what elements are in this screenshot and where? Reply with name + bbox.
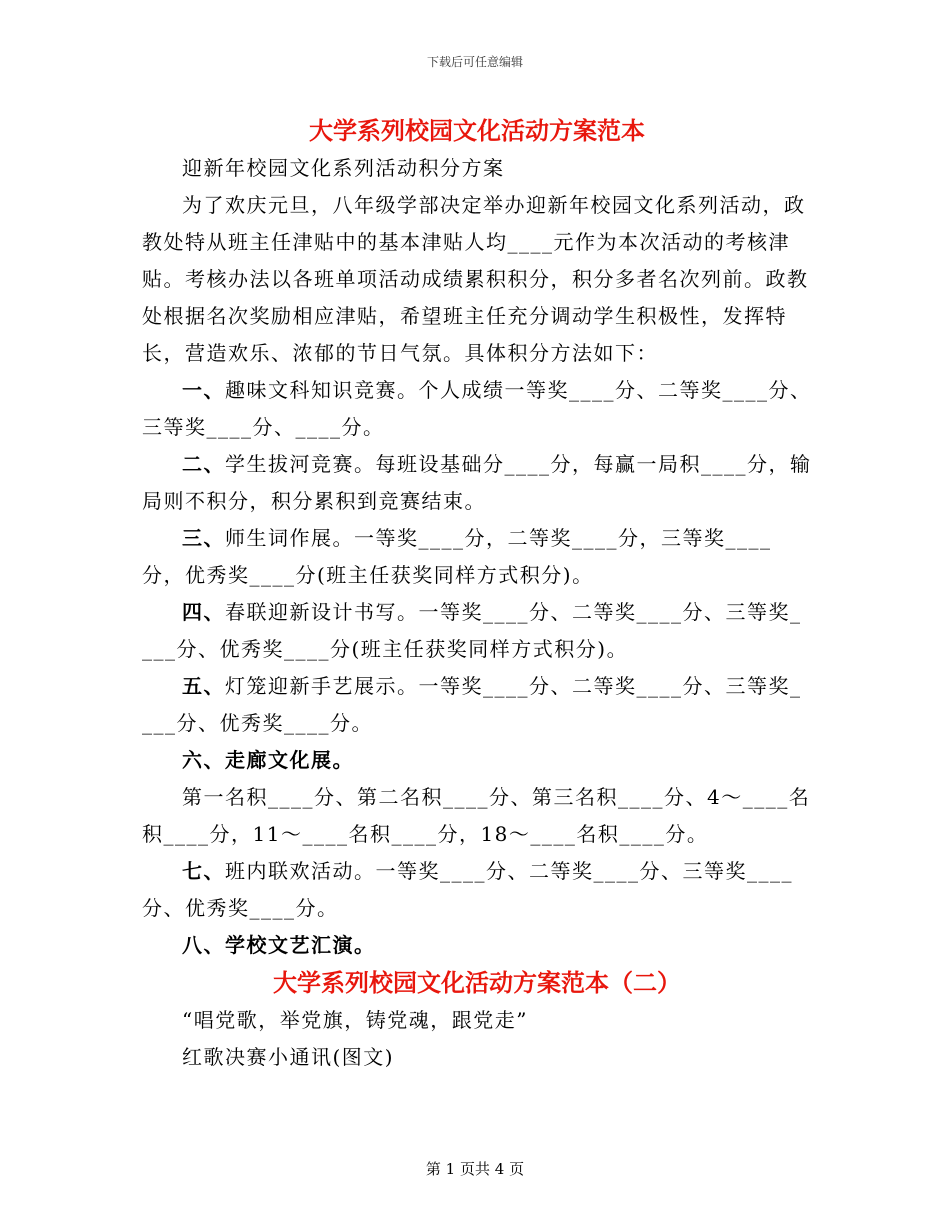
document-body xyxy=(142,112,812,1076)
item-8-paragraph xyxy=(142,927,812,964)
item-6-heading: 六、走廊文化展。 xyxy=(182,748,354,772)
item-7-number: 七、 xyxy=(182,859,225,883)
item-2-number: 二、 xyxy=(182,452,225,476)
slogan-paragraph: “唱党歌，举党旗，铸党魂，跟党走” xyxy=(182,1008,528,1032)
item-8-heading: 八、学校文艺汇演。 xyxy=(182,933,376,957)
item-6-detail-paragraph: 第一名积____分、第二名积____分、第三名积____分、4～____名积____分，11～____名积____分，18～____名积____分。 xyxy=(142,785,811,846)
item-2-paragraph xyxy=(142,446,812,520)
item-1-text: 趣味文科知识竞赛。个人成绩一等奖____分、二等奖____分、三等奖____分、____分。 xyxy=(142,378,812,439)
page-footer: 第 1 页共 4 页 xyxy=(425,1160,525,1178)
item-3-text: 师生词作展。一等奖____分，二等奖____分，三等奖____分，优秀奖____分(班主任获奖同样方式积分)。 xyxy=(142,526,772,587)
item-2-text: 学生拔河竞赛。每班设基础分____分，每赢一局积____分，输局则不积分，积分累积到竞赛结束。 xyxy=(142,452,812,513)
item-1-paragraph xyxy=(142,372,812,446)
subtitle-paragraph: 迎新年校园文化系列活动积分方案 xyxy=(182,156,505,180)
item-7-paragraph xyxy=(142,853,812,927)
item-4-number: 四、 xyxy=(182,600,225,624)
item-1-number: 一、 xyxy=(182,378,225,402)
item-5-number: 五、 xyxy=(182,674,225,698)
item-3-paragraph xyxy=(142,520,812,594)
item-3-number: 三、 xyxy=(182,526,225,550)
report-caption-paragraph: 红歌决赛小通讯(图文) xyxy=(182,1045,395,1069)
item-4-text: 春联迎新设计书写。一等奖____分、二等奖____分、三等奖____分、优秀奖____分(班主任获奖同样方式积分)。 xyxy=(142,600,802,661)
item-4-paragraph xyxy=(142,594,812,668)
intro-paragraph: 为了欢庆元旦，八年级学部决定举办迎新年校园文化系列活动，政教处特从班主任津贴中的基本津贴人均____元作为本次活动的考核津贴。考核办法以各班单项活动成绩累积积分，积分多者名次列前。政教处根据名次奖励相应津贴，希望班主任充分调动学生积极性，发挥特长，营造欢乐、浓郁的节日气氛。具体积分方法如下： xyxy=(142,193,809,365)
item-6-paragraph xyxy=(142,742,812,779)
item-5-text: 灯笼迎新手艺展示。一等奖____分、二等奖____分、三等奖____分、优秀奖____分。 xyxy=(142,674,802,735)
document-title: 大学系列校园文化活动方案范本 xyxy=(309,116,645,145)
page-header: 下载后可任意编辑 xyxy=(426,55,523,69)
section-2-title: 大学系列校园文化活动方案范本（二） xyxy=(273,968,681,997)
item-5-paragraph xyxy=(142,668,812,742)
item-7-text: 班内联欢活动。一等奖____分、二等奖____分、三等奖____分、优秀奖____分。 xyxy=(142,859,793,920)
